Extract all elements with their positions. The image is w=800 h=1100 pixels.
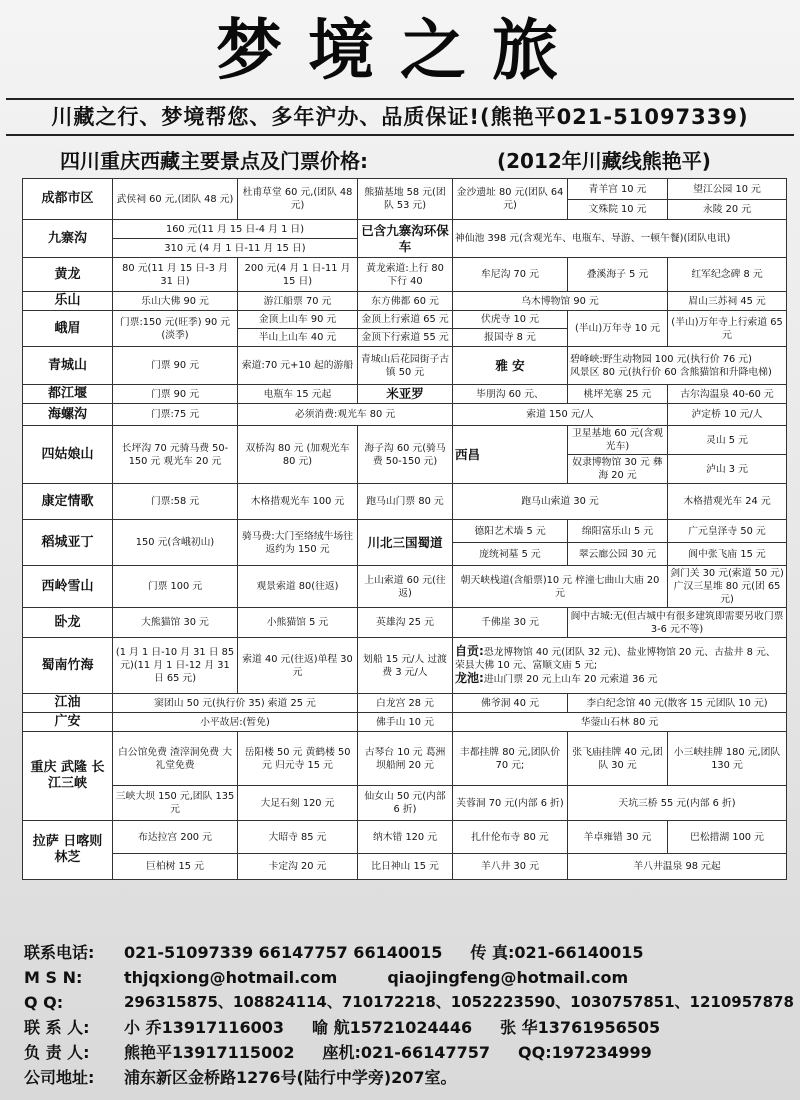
region-chongqing: 重庆 武隆 长江三峡: [23, 732, 113, 821]
price-cell: 黄龙索道:上行 80 下行 40: [358, 258, 453, 292]
phone-label: 联系电话:: [24, 943, 95, 962]
price-cell: 杜甫草堂 60 元,(团队 48 元): [238, 179, 358, 220]
price-cell: 门票 90 元: [113, 385, 238, 404]
region-xilingxueshan: 西岭雪山: [23, 566, 113, 608]
price-cell: 海子沟 60 元(骑马费 50-150 元): [358, 426, 453, 484]
price-cell: 门票:75 元: [113, 404, 238, 426]
price-cell: 跑马山门票 80 元: [358, 484, 453, 520]
price-cell: 阆中古城:无(但古城中有很多建筑即需要另收门票 3-6 元不等): [568, 608, 787, 638]
price-cell: 熊猫基地 58 元(团队 53 元): [358, 179, 453, 220]
price-cell: 翠云廊公园 30 元: [568, 543, 668, 566]
price-cell: 牟尼沟 70 元: [453, 258, 568, 292]
price-cell: 纳木错 120 元: [358, 821, 453, 854]
person-label: 联 系 人:: [24, 1018, 90, 1037]
price-cell: (1 月 1 日-10 月 31 日 85 元)(11 月 1 日-12 月 31 日 65 元): [113, 638, 238, 694]
price-cell: 木格措观光车 100 元: [238, 484, 358, 520]
table-row: [23, 292, 787, 311]
region-dujiangyan: 都江堰: [23, 385, 113, 404]
region-siguniangshan: 四姑娘山: [23, 426, 113, 484]
price-cell: 大昭寺 85 元: [238, 821, 358, 854]
yaan-line-2: 风景区 80 元(执行价 60 含熊猫馆和升降电梯): [570, 366, 772, 378]
price-cell: 千佛崖 30 元: [453, 608, 568, 638]
table-row: [23, 566, 787, 608]
price-cell: 索道 150 元/人: [453, 404, 668, 426]
price-cell: 毕朋沟 60 元、: [453, 385, 568, 404]
price-cell: 150 元(含峨初山): [113, 520, 238, 566]
fax-number: 021-66140015: [514, 943, 644, 962]
price-cell: 望江公园 10 元: [668, 179, 787, 200]
price-cell: 金沙遗址 80 元(团队 64 元): [453, 179, 568, 220]
region-qingchengshan: 青城山: [23, 347, 113, 385]
region-chuanbei: 川北三国蜀道: [358, 520, 453, 566]
price-cell: 泸山 3 元: [668, 455, 787, 484]
region-leshan: 乐山: [23, 292, 113, 311]
price-cell: 天坑三桥 55 元(内部 6 折): [568, 786, 787, 821]
longchi-text: 进山门票 20 元上山车 20 元索道 36 元: [483, 674, 658, 685]
price-cell: 门票:150 元(旺季) 90 元(淡季): [113, 311, 238, 347]
msn-account-2: qiaojingfeng@hotmail.com: [387, 968, 629, 987]
price-cell: 门票 90 元: [113, 347, 238, 385]
region-emei: 峨眉: [23, 311, 113, 347]
table-row: [23, 713, 787, 732]
price-cell: 乌木博物馆 90 元: [453, 292, 668, 311]
zigong-text: 恐龙博物馆 40 元(团队 32 元)、盐业博物馆 20 元、古盐井 8 元、荣县大佛 10 元、富顺文庙 5 元;: [455, 647, 776, 671]
manager-label: 负 责 人:: [24, 1043, 90, 1062]
price-cell: 卡定沟 20 元: [238, 854, 358, 880]
price-cell: 青城山后花园街子古镇 50 元: [358, 347, 453, 385]
table-row: [23, 484, 787, 520]
price-cell: 金顶上行索道 65 元: [358, 311, 453, 329]
table-row: [23, 786, 787, 821]
table-row: [23, 404, 787, 426]
table-row: [23, 608, 787, 638]
price-cell: 佛手山 10 元: [358, 713, 453, 732]
price-cell: 划船 15 元/人 过渡费 3 元/人: [358, 638, 453, 694]
price-cell: 三峡大坝 150 元,团队 135 元: [113, 786, 238, 821]
price-cell: 芙蓉洞 70 元(内部 6 折): [453, 786, 568, 821]
price-cell: 岳阳楼 50 元 黄鹤楼 50 元 归元寺 15 元: [238, 732, 358, 786]
table-row: [23, 694, 787, 713]
section-title: 四川重庆西藏主要景点及门票价格:: [60, 149, 368, 173]
price-cell: 160 元(11 月 15 日-4 月 1 日): [113, 220, 358, 239]
table-row: [23, 732, 787, 786]
contact-address-row: [24, 1065, 794, 1090]
price-cell: 必须消费:观光车 80 元: [238, 404, 453, 426]
price-cell: 电瓶车 15 元起: [238, 385, 358, 404]
person-1: 小 乔13917116003: [124, 1018, 285, 1037]
price-cell: 扎什伦布寺 80 元: [453, 821, 568, 854]
region-shunanzhuhai: 蜀南竹海: [23, 638, 113, 694]
longchi-label: 龙池:: [455, 671, 484, 685]
price-cell: 巨柏树 15 元: [113, 854, 238, 880]
price-cell: 上山索道 60 元(往返): [358, 566, 453, 608]
price-cell: 古琴台 10 元 葛洲坝船闸 20 元: [358, 732, 453, 786]
price-cell: 观景索道 80(往返): [238, 566, 358, 608]
region-chengdu: 成都市区: [23, 179, 113, 220]
contact-person-row: [24, 1015, 794, 1040]
price-cell: 李白纪念馆 40 元(散客 15 元团队 10 元): [568, 694, 787, 713]
slogan: 川藏之行、梦境帮您、多年沪办、品质保证!(熊艳平021-51097339): [6, 98, 794, 136]
price-cell: 绵阳富乐山 5 元: [568, 520, 668, 543]
table-row: [23, 258, 787, 292]
region-kangding: 康定情歌: [23, 484, 113, 520]
price-cell: 泸定桥 10 元/人: [668, 404, 787, 426]
person-2: 喻 航15721024446: [312, 1018, 473, 1037]
contact-phone-row: [24, 940, 794, 965]
qq-label: Q Q:: [24, 993, 64, 1012]
price-cell: 大足石刻 120 元: [238, 786, 358, 821]
price-cell: 310 元 (4 月 1 日-11 月 15 日): [113, 239, 358, 258]
price-cell: [568, 347, 787, 385]
msn-label: M S N:: [24, 968, 83, 987]
price-cell: 东方佛都 60 元: [358, 292, 453, 311]
table-row: [23, 520, 787, 543]
price-cell: 红军纪念碑 8 元: [668, 258, 787, 292]
contact-manager-row: [24, 1040, 794, 1065]
price-cell: 骑马费:大门至络绒牛场往返约为 150 元: [238, 520, 358, 566]
phone-numbers: 021-51097339 66147757 66140015: [124, 943, 443, 962]
price-cell: 羊卓雍错 30 元: [568, 821, 668, 854]
region-lhasa: 拉萨 日喀则 林芝: [23, 821, 113, 880]
address-label: 公司地址:: [24, 1068, 95, 1087]
landline: 座机:021-66147757: [322, 1043, 490, 1062]
price-cell: 桃坪羌寨 25 元: [568, 385, 668, 404]
price-cell: 门票:58 元: [113, 484, 238, 520]
price-cell: 小平故居:(暂免): [113, 713, 358, 732]
price-cell: 仙女山 50 元(内部 6 折): [358, 786, 453, 821]
price-cell: (半山)万年寺 10 元: [568, 311, 668, 347]
price-cell: 木格措观光车 24 元: [668, 484, 787, 520]
price-cell: 奴隶博物馆 30 元 彝海 20 元: [568, 455, 668, 484]
table-row: [23, 220, 787, 239]
price-cell: 比日神山 15 元: [358, 854, 453, 880]
price-cell: 门票 100 元: [113, 566, 238, 608]
table-row: [23, 311, 787, 329]
price-cell: 庞统祠墓 5 元: [453, 543, 568, 566]
price-cell: (半山)万年寺上行索道 65 元: [668, 311, 787, 347]
price-cell: 丰都挂牌 80 元,团队价 70 元;: [453, 732, 568, 786]
price-cell: 阆中张飞庙 15 元: [668, 543, 787, 566]
price-cell: 跑马山索道 30 元: [453, 484, 668, 520]
price-cell: 广元皇泽寺 50 元: [668, 520, 787, 543]
region-xichang: 西昌: [453, 426, 568, 484]
table-row: [23, 426, 787, 455]
price-cell: [453, 638, 787, 694]
price-cell: 小熊猫馆 5 元: [238, 608, 358, 638]
table-row: [23, 385, 787, 404]
region-wolong: 卧龙: [23, 608, 113, 638]
price-cell: 报国寺 8 元: [453, 329, 568, 347]
price-cell: 朝天峡栈道(含船票)10 元 梓潼七曲山大庙 20 元: [453, 566, 668, 608]
price-cell: 金顶下行索道 55 元: [358, 329, 453, 347]
price-cell: 长坪沟 70 元骑马费 50-150 元 观光车 20 元: [113, 426, 238, 484]
longchi-line: [455, 672, 784, 686]
qq-contact: QQ:197234999: [517, 1043, 652, 1062]
price-cell: 200 元(4 月 1 日-11 月 15 日): [238, 258, 358, 292]
price-cell: 眉山三苏祠 45 元: [668, 292, 787, 311]
price-cell: 佛爷洞 40 元: [453, 694, 568, 713]
price-cell: 英雄沟 25 元: [358, 608, 453, 638]
region-jiuzhaigou: 九寨沟: [23, 220, 113, 258]
price-cell: 永陵 20 元: [668, 200, 787, 220]
region-jiangyou: 江油: [23, 694, 113, 713]
contact-qq-row: [24, 990, 794, 1015]
price-cell: 布达拉宫 200 元: [113, 821, 238, 854]
yaan-line-1: 碧峰峡:野生动物园 100 元(执行价 76 元): [570, 353, 752, 365]
price-cell: 叠溪海子 5 元: [568, 258, 668, 292]
price-cell: 索道:70 元+10 起的游船: [238, 347, 358, 385]
table-row: [23, 638, 787, 694]
price-cell: 双桥沟 80 元 (加观光车 80 元): [238, 426, 358, 484]
region-yaan: 雅 安: [453, 347, 568, 385]
price-cell: 羊八井温泉 98 元起: [568, 854, 787, 880]
section-tag: (2012年川藏线熊艳平): [497, 149, 711, 173]
contact-msn-row: [24, 965, 794, 990]
xiling-line-2: 广汉三星堆 80 元(团 65 元): [673, 581, 781, 605]
price-cell: 索道 40 元(往返)单程 30 元: [238, 638, 358, 694]
price-cell: 80 元(11 月 15 日-3 月 31 日): [113, 258, 238, 292]
price-cell: 白龙宫 28 元: [358, 694, 453, 713]
table-row: [23, 179, 787, 200]
table-row: [23, 347, 787, 385]
region-huanglong: 黄龙: [23, 258, 113, 292]
price-cell: 文殊院 10 元: [568, 200, 668, 220]
person-3: 张 华13761956505: [500, 1018, 661, 1037]
zigong-line: [455, 645, 784, 672]
region-guangan: 广安: [23, 713, 113, 732]
contact-block: [24, 940, 794, 1090]
region-hailuogou: 海螺沟: [23, 404, 113, 426]
price-cell: 乐山大佛 90 元: [113, 292, 238, 311]
price-cell: 华蓥山石林 80 元: [453, 713, 787, 732]
price-cell: 羊八井 30 元: [453, 854, 568, 880]
table-row: [23, 854, 787, 880]
price-cell: 古尔沟温泉 40-60 元: [668, 385, 787, 404]
price-cell: 大熊猫馆 30 元: [113, 608, 238, 638]
price-cell: 神仙池 398 元(含观光车、电瓶车、导游、一顿午餐)(团队电讯): [453, 220, 787, 258]
price-cell: 武侯祠 60 元,(团队 48 元): [113, 179, 238, 220]
qq-numbers: 296315875、108824114、710172218、1052223590、1030757851、1210957878: [124, 993, 794, 1011]
price-cell: 灵山 5 元: [668, 426, 787, 455]
price-cell: 伏虎寺 10 元: [453, 311, 568, 329]
price-cell: 游江船票 70 元: [238, 292, 358, 311]
fax-label: 传 真:: [470, 943, 515, 962]
zigong-label: 自贡:: [455, 644, 484, 658]
table-row: [23, 821, 787, 854]
price-cell: 德阳艺术墙 5 元: [453, 520, 568, 543]
price-cell: 金顶上山车 90 元: [238, 311, 358, 329]
price-cell: 青羊宫 10 元: [568, 179, 668, 200]
price-cell: 窦团山 50 元(执行价 35) 索道 25 元: [113, 694, 358, 713]
msn-account-1: thjqxiong@hotmail.com: [124, 968, 338, 987]
price-cell: 半山上山车 40 元: [238, 329, 358, 347]
manager-phone: 熊艳平13917115002: [124, 1043, 295, 1062]
ticket-price-table: [22, 178, 787, 880]
price-cell: 卫星基地 60 元(含观光车): [568, 426, 668, 455]
price-cell: 白公馆免费 渣滓洞免费 大礼堂免费: [113, 732, 238, 786]
region-miyaluo: 米亚罗: [358, 385, 453, 404]
region-daochengyading: 稻城亚丁: [23, 520, 113, 566]
price-cell: 巴松措湖 100 元: [668, 821, 787, 854]
main-title: 梦境之旅: [216, 11, 584, 89]
price-cell: 张飞庙挂牌 40 元,团队 30 元: [568, 732, 668, 786]
address: 浦东新区金桥路1276号(陆行中学旁)207室。: [124, 1068, 457, 1087]
price-cell: 已含九寨沟环保车: [358, 220, 453, 258]
price-cell: [668, 566, 787, 608]
price-cell: 小三峡挂牌 180 元,团队 130 元: [668, 732, 787, 786]
xiling-line-1: 剑门关 30 元(索道 50 元): [670, 568, 784, 579]
